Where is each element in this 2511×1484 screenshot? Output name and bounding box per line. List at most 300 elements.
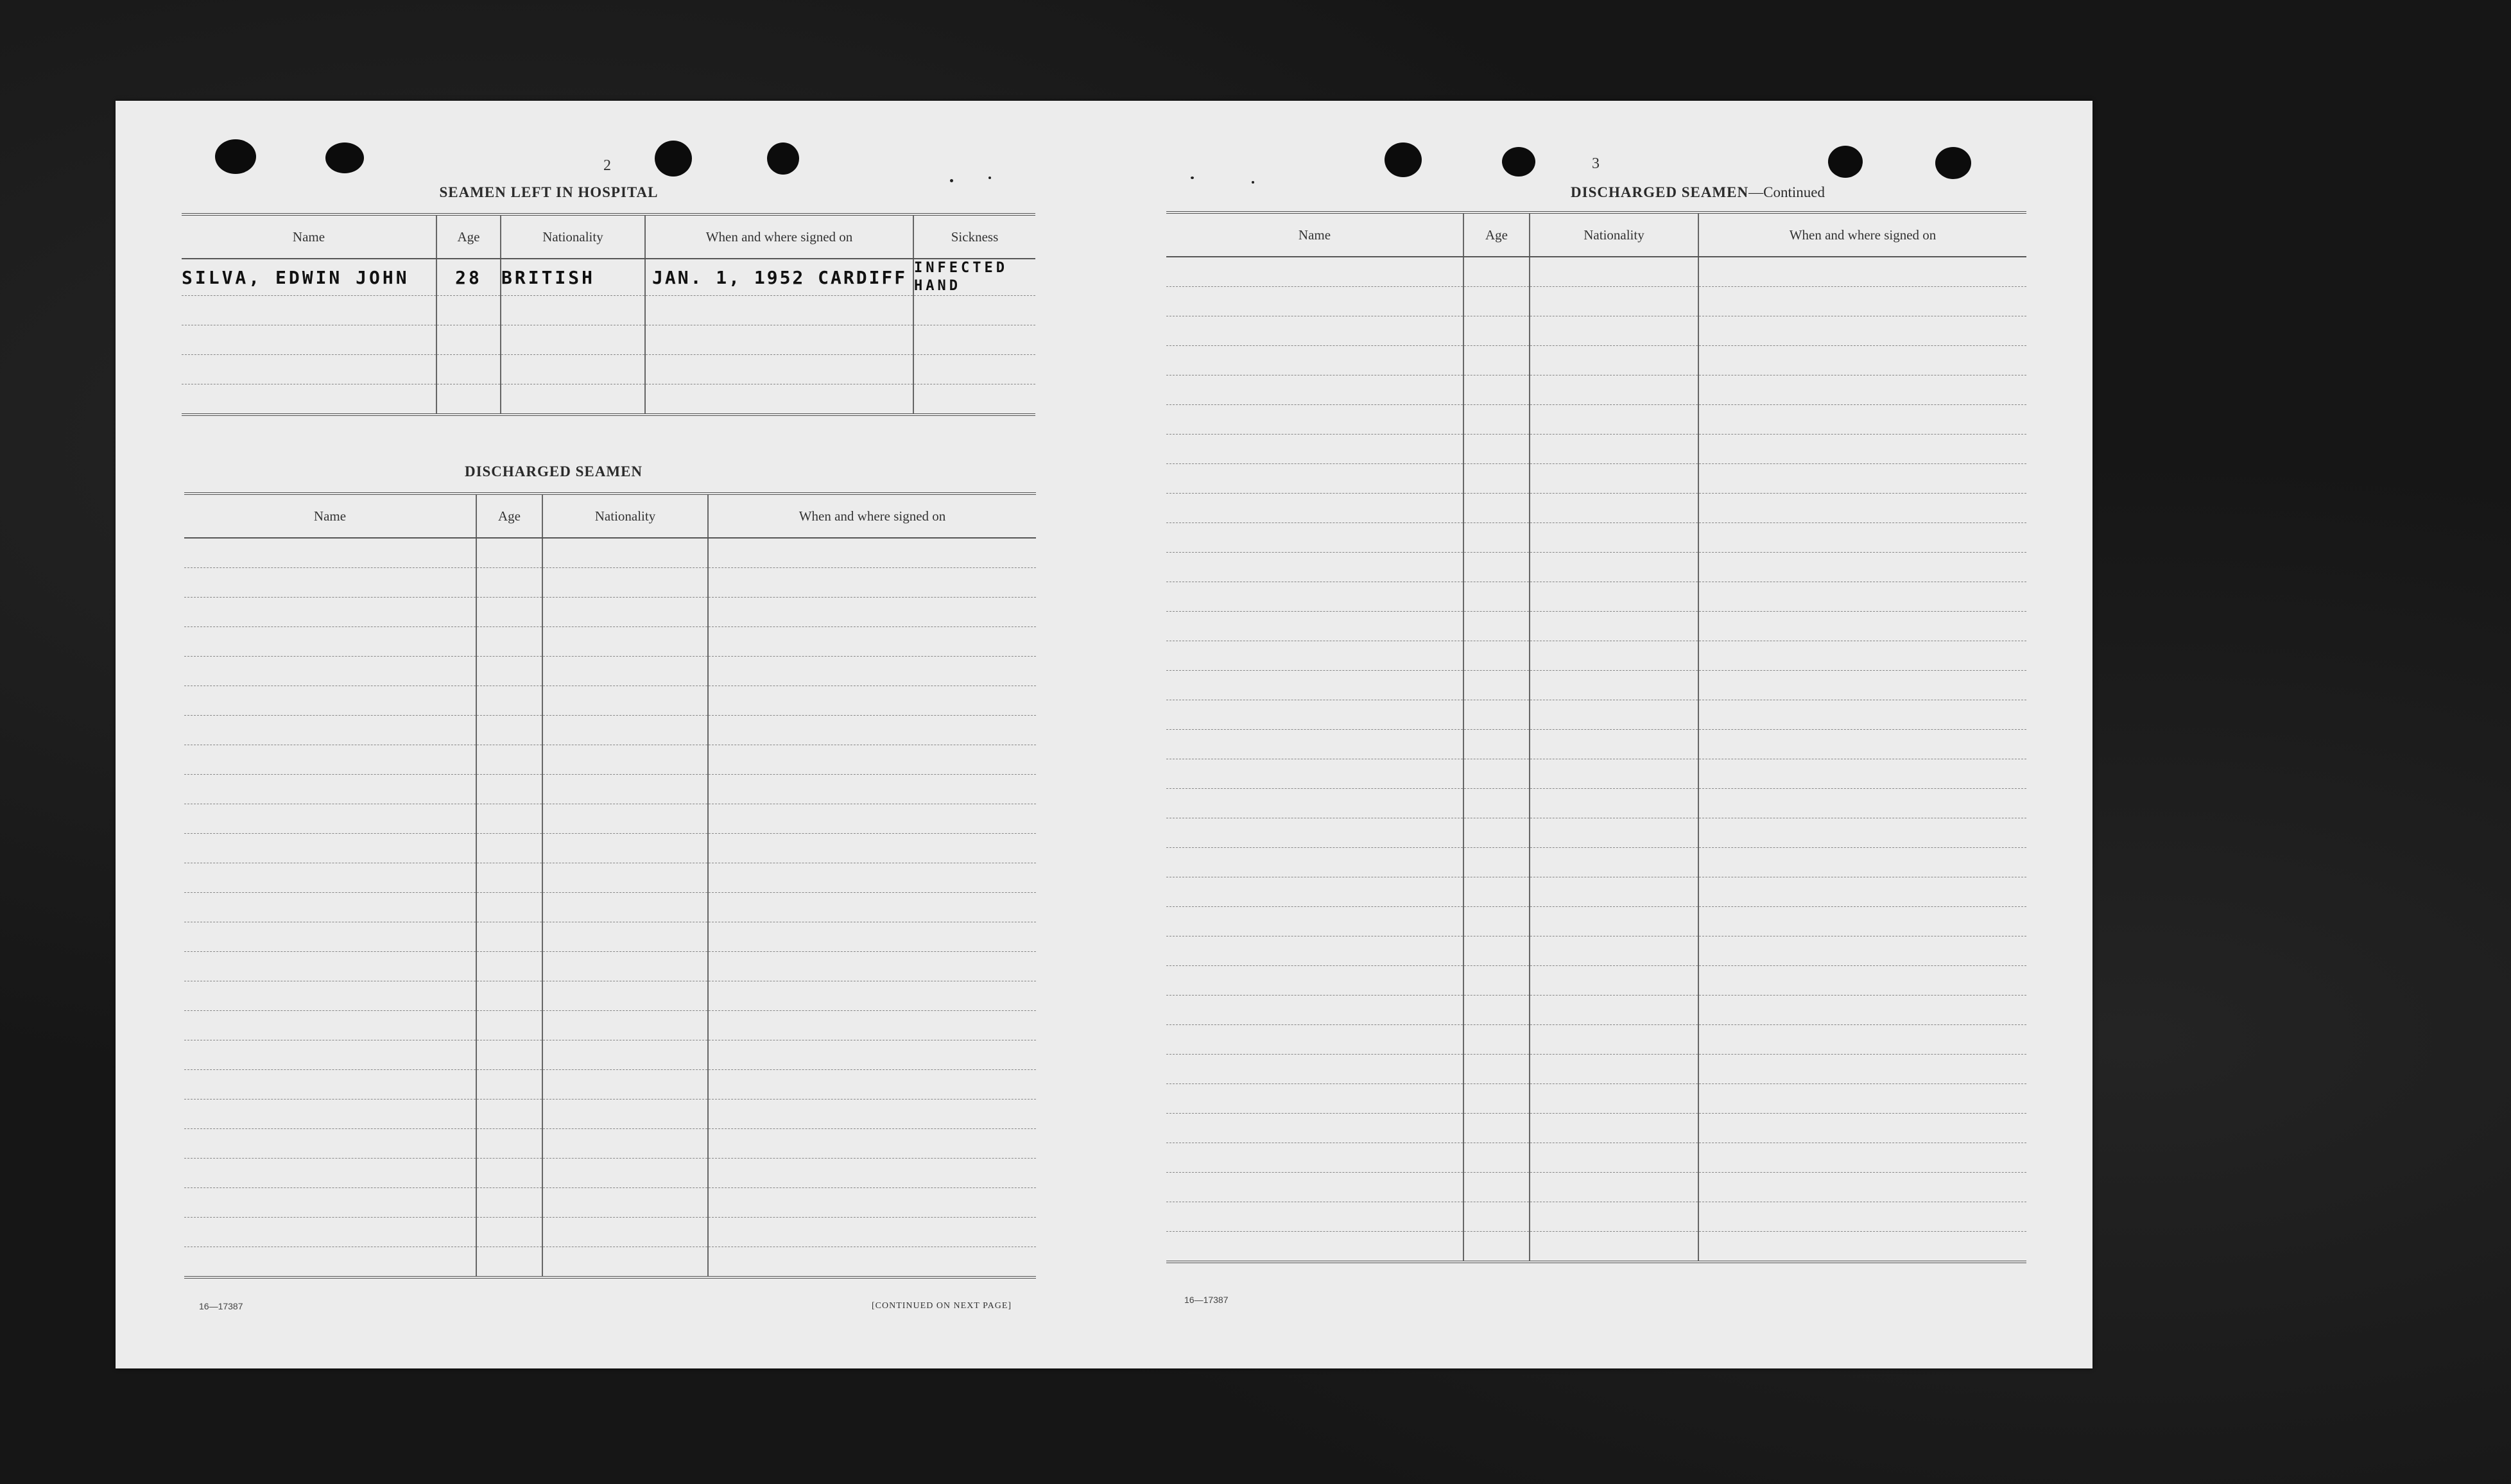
table-cell xyxy=(1530,1055,1698,1084)
table-cell xyxy=(1166,966,1463,996)
table-cell xyxy=(542,598,708,627)
table-cell xyxy=(1166,1084,1463,1114)
table-cell xyxy=(476,1100,542,1129)
section-title-discharged-continued xyxy=(1284,184,2112,201)
table-row xyxy=(184,1100,1036,1129)
table-cell xyxy=(184,1218,476,1247)
table-cell xyxy=(1530,257,1698,287)
table-row xyxy=(182,325,1035,355)
table-cell xyxy=(708,834,1036,863)
table-cell xyxy=(184,922,476,952)
table-cell xyxy=(542,538,708,568)
table-row xyxy=(1166,346,2026,375)
table-cell xyxy=(1463,1202,1530,1232)
table-cell xyxy=(1530,848,1698,877)
table-cell xyxy=(1530,1143,1698,1173)
table-cell xyxy=(542,1188,708,1218)
table-cell xyxy=(542,1011,708,1040)
table-cell xyxy=(1463,848,1530,877)
table-cell xyxy=(1530,996,1698,1025)
table-cell xyxy=(1698,405,2026,435)
table-cell xyxy=(1530,582,1698,612)
table-cell xyxy=(184,598,476,627)
column-header-nationality: Nationality xyxy=(1530,212,1698,257)
table-cell xyxy=(1698,1173,2026,1202)
table-cell xyxy=(708,1159,1036,1188)
table-cell xyxy=(542,775,708,804)
table-cell xyxy=(1463,523,1530,553)
table-cell xyxy=(1166,1232,1463,1263)
table-cell xyxy=(1698,1055,2026,1084)
column-header-signed-on: When and where signed on xyxy=(708,494,1036,538)
table-row xyxy=(184,538,1036,568)
scan-speck xyxy=(950,179,953,182)
table-cell xyxy=(1463,257,1530,287)
table-cell xyxy=(1463,877,1530,907)
table-cell xyxy=(1463,1114,1530,1143)
table-cell xyxy=(476,568,542,598)
table-row xyxy=(1166,1232,2026,1263)
table-cell xyxy=(184,952,476,981)
table-row xyxy=(182,259,1035,296)
table-row xyxy=(1166,1143,2026,1173)
punch-hole xyxy=(215,139,256,174)
page-number: 2 xyxy=(603,157,611,174)
table-cell xyxy=(1166,1173,1463,1202)
table-row xyxy=(1166,1202,2026,1232)
table-row xyxy=(1166,1025,2026,1055)
table-cell xyxy=(1530,612,1698,641)
table-cell xyxy=(1698,966,2026,996)
table-cell xyxy=(1530,907,1698,936)
table-cell xyxy=(1698,1114,2026,1143)
table-cell xyxy=(476,1070,542,1100)
table-cell xyxy=(1698,936,2026,966)
table-cell xyxy=(1530,405,1698,435)
table-cell xyxy=(1530,877,1698,907)
table-cell xyxy=(1463,1084,1530,1114)
column-header-age: Age xyxy=(1463,212,1530,257)
table-row xyxy=(1166,671,2026,700)
table-cell xyxy=(708,568,1036,598)
table-cell xyxy=(1530,553,1698,582)
table-cell xyxy=(1463,464,1530,494)
table-cell xyxy=(542,1218,708,1247)
table-cell xyxy=(708,686,1036,716)
table-row xyxy=(1166,523,2026,553)
table-row xyxy=(184,1247,1036,1278)
table-cell xyxy=(1463,582,1530,612)
table-cell xyxy=(708,775,1036,804)
table-cell xyxy=(184,627,476,657)
table-cell xyxy=(1166,375,1463,405)
table-cell xyxy=(1166,257,1463,287)
table-cell xyxy=(476,538,542,568)
seaman-sickness xyxy=(913,259,1035,296)
section-title-discharged: DISCHARGED SEAMEN xyxy=(464,463,643,479)
table-cell xyxy=(184,538,476,568)
table-cell xyxy=(1463,1025,1530,1055)
table-cell xyxy=(476,834,542,863)
table-row xyxy=(1166,375,2026,405)
section-title-suffix: —Continued xyxy=(1748,184,1825,200)
table-cell xyxy=(1530,523,1698,553)
table-cell xyxy=(1698,641,2026,671)
sickness-line: HAND xyxy=(914,278,961,294)
table-cell xyxy=(1463,612,1530,641)
table-cell xyxy=(1698,316,2026,346)
table-row xyxy=(1166,1114,2026,1143)
table-cell xyxy=(1530,346,1698,375)
table-cell xyxy=(1530,316,1698,346)
table-cell xyxy=(476,1040,542,1070)
table-cell xyxy=(184,981,476,1011)
punch-hole xyxy=(1502,147,1535,177)
table-cell xyxy=(1166,435,1463,464)
continued-note: [CONTINUED ON NEXT PAGE] xyxy=(872,1301,1012,1311)
table-cell xyxy=(1463,435,1530,464)
table-row xyxy=(182,384,1035,415)
table-cell xyxy=(476,745,542,775)
table-cell xyxy=(1530,494,1698,523)
table-cell xyxy=(542,657,708,686)
table-row xyxy=(1166,494,2026,523)
table-cell xyxy=(1530,1173,1698,1202)
table-cell xyxy=(1166,671,1463,700)
table-row xyxy=(184,775,1036,804)
table-cell xyxy=(184,1070,476,1100)
table-cell xyxy=(1698,789,2026,818)
table-cell xyxy=(1463,966,1530,996)
table-cell xyxy=(1530,789,1698,818)
table-row xyxy=(1166,789,2026,818)
section-title-main: DISCHARGED SEAMEN xyxy=(1571,184,1749,200)
table-cell xyxy=(1530,966,1698,996)
table-cell xyxy=(476,981,542,1011)
table-cell xyxy=(1463,316,1530,346)
form-code: 16—17387 xyxy=(1184,1295,1229,1305)
table-cell xyxy=(184,863,476,893)
table-cell xyxy=(476,657,542,686)
table-cell xyxy=(1698,553,2026,582)
table-cell xyxy=(184,893,476,922)
table-cell xyxy=(542,1070,708,1100)
table-row xyxy=(1166,818,2026,848)
table-cell xyxy=(708,627,1036,657)
table-cell xyxy=(476,922,542,952)
table-row xyxy=(1166,759,2026,789)
table-row xyxy=(1166,936,2026,966)
table-cell xyxy=(476,863,542,893)
table-row xyxy=(1166,464,2026,494)
table-cell xyxy=(1166,582,1463,612)
column-header-nationality: Nationality xyxy=(542,494,708,538)
table-cell xyxy=(542,922,708,952)
table-cell xyxy=(184,1040,476,1070)
column-header-age: Age xyxy=(476,494,542,538)
table-row xyxy=(184,893,1036,922)
table-cell xyxy=(1463,1055,1530,1084)
page-number: 3 xyxy=(1592,155,1600,172)
table-cell xyxy=(1166,848,1463,877)
table-header-row xyxy=(184,494,1036,538)
table-cell xyxy=(1698,1232,2026,1263)
table-cell xyxy=(1698,877,2026,907)
table-cell xyxy=(708,745,1036,775)
table-row xyxy=(184,1159,1036,1188)
table-cell xyxy=(1530,641,1698,671)
table-cell xyxy=(476,1218,542,1247)
table-cell xyxy=(542,568,708,598)
table-row xyxy=(184,863,1036,893)
table-cell xyxy=(542,981,708,1011)
hospital-table xyxy=(182,213,1035,416)
table-cell xyxy=(476,1159,542,1188)
punch-hole xyxy=(1385,142,1422,177)
table-cell xyxy=(1530,464,1698,494)
table-cell xyxy=(1166,1055,1463,1084)
table-cell xyxy=(708,804,1036,834)
table-cell xyxy=(1698,996,2026,1025)
table-cell xyxy=(708,1011,1036,1040)
table-cell xyxy=(708,981,1036,1011)
table-cell xyxy=(184,1159,476,1188)
table-cell xyxy=(1463,759,1530,789)
table-row xyxy=(1166,700,2026,730)
table-row xyxy=(1166,1084,2026,1114)
table-cell xyxy=(542,804,708,834)
table-cell xyxy=(184,657,476,686)
table-cell xyxy=(1698,700,2026,730)
table-cell xyxy=(1698,257,2026,287)
punch-hole xyxy=(767,142,799,175)
table-cell xyxy=(1698,523,2026,553)
table-cell xyxy=(476,1188,542,1218)
table-cell xyxy=(1698,848,2026,877)
table-row xyxy=(184,657,1036,686)
table-cell xyxy=(184,568,476,598)
table-row xyxy=(1166,435,2026,464)
table-cell xyxy=(1698,1202,2026,1232)
table-cell xyxy=(1698,582,2026,612)
table-cell xyxy=(1698,671,2026,700)
table-row xyxy=(1166,907,2026,936)
table-row xyxy=(184,716,1036,745)
table-cell xyxy=(1698,907,2026,936)
table-cell xyxy=(708,1100,1036,1129)
table-cell xyxy=(1698,759,2026,789)
column-header-signed-on: When and where signed on xyxy=(1698,212,2026,257)
table-cell xyxy=(1463,553,1530,582)
table-cell xyxy=(184,716,476,745)
table-row xyxy=(184,1218,1036,1247)
table-row xyxy=(1166,257,2026,287)
table-cell xyxy=(1463,494,1530,523)
punch-hole xyxy=(1828,146,1863,178)
table-row xyxy=(184,1011,1036,1040)
table-cell xyxy=(542,1247,708,1278)
table-row xyxy=(184,1070,1036,1100)
table-cell xyxy=(1698,494,2026,523)
table-cell xyxy=(184,686,476,716)
table-row xyxy=(1166,730,2026,759)
table-cell xyxy=(1530,759,1698,789)
table-cell xyxy=(184,1129,476,1159)
column-header-age: Age xyxy=(436,214,501,259)
scan-speck xyxy=(988,177,991,179)
table-cell xyxy=(1463,287,1530,316)
table-cell xyxy=(1530,936,1698,966)
table-cell xyxy=(542,716,708,745)
table-cell xyxy=(1166,700,1463,730)
discharged-continued-table xyxy=(1166,211,2026,1263)
table-cell xyxy=(542,834,708,863)
table-cell xyxy=(476,804,542,834)
table-header-row xyxy=(182,214,1035,259)
table-cell xyxy=(1530,1084,1698,1114)
table-cell xyxy=(1463,641,1530,671)
table-cell xyxy=(476,598,542,627)
table-cell xyxy=(708,1040,1036,1070)
table-cell xyxy=(476,952,542,981)
table-cell xyxy=(542,1129,708,1159)
punch-hole xyxy=(1935,147,1971,179)
table-row xyxy=(1166,582,2026,612)
table-cell xyxy=(1166,936,1463,966)
table-row xyxy=(184,1040,1036,1070)
table-cell xyxy=(1166,1025,1463,1055)
column-header-nationality: Nationality xyxy=(501,214,645,259)
table-cell xyxy=(1698,1084,2026,1114)
table-cell xyxy=(184,834,476,863)
table-cell xyxy=(1166,1202,1463,1232)
seaman-nationality: BRITISH xyxy=(501,259,645,296)
table-row xyxy=(184,804,1036,834)
table-cell xyxy=(1463,730,1530,759)
seaman-name: SILVA, EDWIN JOHN xyxy=(182,259,436,296)
table-row xyxy=(184,745,1036,775)
section-title-hospital: SEAMEN LEFT IN HOSPITAL xyxy=(439,184,659,200)
table-cell xyxy=(1463,789,1530,818)
table-row xyxy=(1166,1173,2026,1202)
table-cell xyxy=(542,1100,708,1129)
table-cell xyxy=(708,952,1036,981)
table-cell xyxy=(542,952,708,981)
table-cell xyxy=(476,716,542,745)
table-cell xyxy=(1698,818,2026,848)
table-cell xyxy=(1463,375,1530,405)
table-row xyxy=(1166,287,2026,316)
table-row xyxy=(184,598,1036,627)
table-cell xyxy=(1166,1114,1463,1143)
table-cell xyxy=(1463,700,1530,730)
table-cell xyxy=(184,775,476,804)
table-row xyxy=(184,1129,1036,1159)
table-header-row xyxy=(1166,212,2026,257)
table-row xyxy=(182,296,1035,325)
table-row xyxy=(184,1188,1036,1218)
table-cell xyxy=(1530,1025,1698,1055)
table-cell xyxy=(1530,287,1698,316)
table-cell xyxy=(476,1129,542,1159)
table-cell xyxy=(1530,375,1698,405)
table-row xyxy=(1166,1055,2026,1084)
table-cell xyxy=(542,893,708,922)
table-cell xyxy=(708,538,1036,568)
table-cell xyxy=(1463,1143,1530,1173)
table-cell xyxy=(708,1129,1036,1159)
table-cell xyxy=(1166,818,1463,848)
sickness-line: INFECTED xyxy=(914,260,1008,276)
table-cell xyxy=(542,745,708,775)
table-cell xyxy=(184,745,476,775)
column-header-name: Name xyxy=(184,494,476,538)
table-cell xyxy=(1530,671,1698,700)
table-cell xyxy=(184,1011,476,1040)
column-header-name: Name xyxy=(182,214,436,259)
table-cell xyxy=(542,627,708,657)
table-row xyxy=(1166,966,2026,996)
table-cell xyxy=(1530,1114,1698,1143)
scan-speck xyxy=(1252,181,1254,184)
seaman-age: 28 xyxy=(436,259,501,296)
table-cell xyxy=(1166,553,1463,582)
table-row xyxy=(1166,848,2026,877)
table-cell xyxy=(1166,1143,1463,1173)
table-cell xyxy=(1463,405,1530,435)
table-cell xyxy=(1166,877,1463,907)
table-cell xyxy=(1530,1202,1698,1232)
table-cell xyxy=(1166,641,1463,671)
table-cell xyxy=(1166,494,1463,523)
document-sheet xyxy=(116,101,2092,1368)
table-cell xyxy=(1166,789,1463,818)
table-cell xyxy=(1166,316,1463,346)
table-cell xyxy=(1166,287,1463,316)
table-row xyxy=(184,627,1036,657)
table-cell xyxy=(1698,1025,2026,1055)
table-cell xyxy=(476,775,542,804)
table-cell xyxy=(476,1011,542,1040)
punch-hole xyxy=(325,142,364,173)
table-cell xyxy=(1698,375,2026,405)
table-row xyxy=(184,981,1036,1011)
table-cell xyxy=(1698,612,2026,641)
table-cell xyxy=(708,1247,1036,1278)
table-cell xyxy=(476,627,542,657)
table-cell xyxy=(1166,523,1463,553)
table-cell xyxy=(708,863,1036,893)
table-cell xyxy=(1463,671,1530,700)
table-cell xyxy=(184,1247,476,1278)
table-cell xyxy=(1463,1173,1530,1202)
table-row xyxy=(1166,877,2026,907)
table-cell xyxy=(1463,936,1530,966)
table-row xyxy=(184,922,1036,952)
table-cell xyxy=(184,804,476,834)
column-header-name: Name xyxy=(1166,212,1463,257)
table-cell xyxy=(1530,818,1698,848)
table-row xyxy=(184,834,1036,863)
table-cell xyxy=(476,1247,542,1278)
table-cell xyxy=(1166,907,1463,936)
table-cell xyxy=(542,686,708,716)
table-cell xyxy=(1166,464,1463,494)
table-cell xyxy=(476,893,542,922)
table-row xyxy=(1166,316,2026,346)
table-row xyxy=(184,686,1036,716)
table-cell xyxy=(1166,759,1463,789)
